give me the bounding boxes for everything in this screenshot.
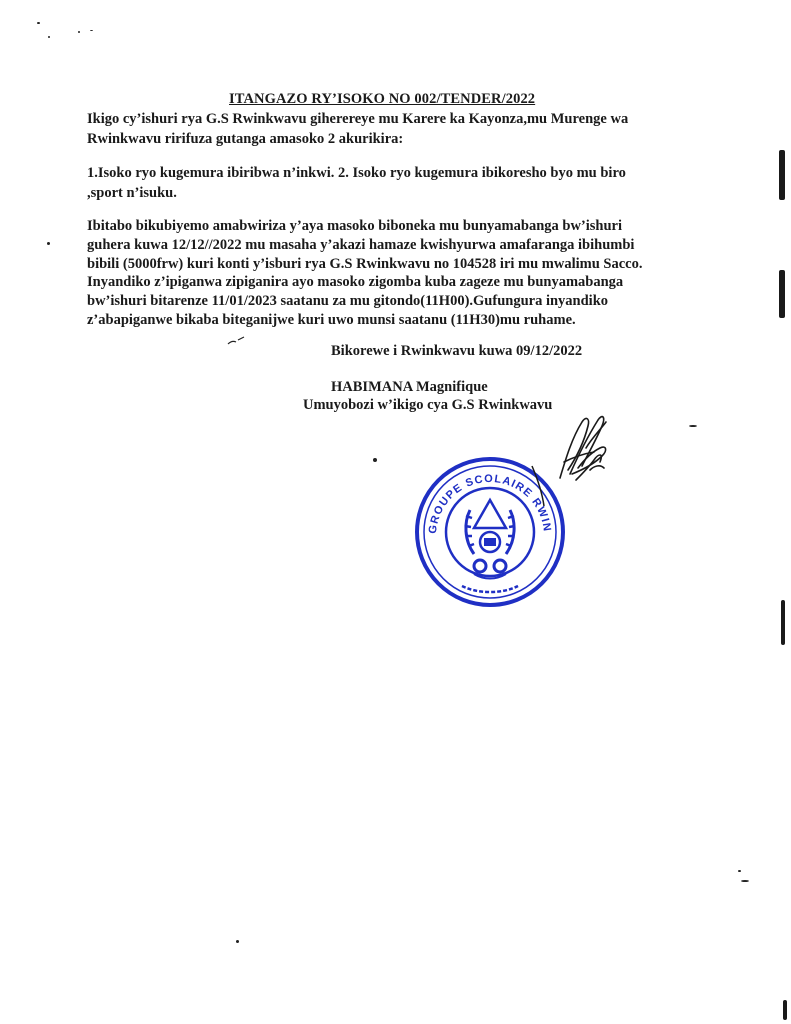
- intro-line: Rwinkwavu ririfuza gutanga amasoko 2 akurikira:: [87, 131, 404, 147]
- intro-line: Ikigo cy’ishuri rya G.S Rwinkwavu giherereye mu Karere ka Kayonza,mu Murenge wa: [87, 111, 629, 127]
- scan-edge-mark: [779, 270, 785, 318]
- signatory-role: Umuyobozi w’ikigo cya G.S Rwinkwavu: [303, 397, 553, 413]
- scan-speck: [738, 870, 741, 872]
- scan-speck: [741, 880, 749, 882]
- body-line: Inyandiko z’ipiganwa zipiganira ayo masoko zigomba kuba zageze mu bunyamabanga: [87, 274, 624, 290]
- scan-edge-mark: [779, 150, 785, 200]
- body-line: Ibitabo bikubiyemo amabwiriza y’aya masoko biboneka mu bunyamabanga bw’ishuri: [87, 218, 623, 234]
- scan-speck: [689, 425, 697, 427]
- scan-speck: [236, 940, 239, 943]
- scan-speck: [90, 30, 93, 31]
- signatory-name: HABIMANA Magnifique: [331, 379, 488, 395]
- school-stamp: [408, 447, 566, 608]
- items-line: ,sport n’isuku.: [87, 185, 177, 201]
- items-line: 1.Isoko ryo kugemura ibiribwa n’inkwi. 2. Isoko ryo kugemura ibikoresho byo mu biro: [87, 165, 626, 181]
- body-line: bibili (5000frw) kuri konti y’isburi rya G.S Rwinkwavu no 104528 iri mu mwalimu Sacco.: [87, 256, 643, 272]
- scan-speck: [48, 36, 50, 38]
- pen-mark: [226, 334, 250, 348]
- scan-edge-mark: [783, 1000, 787, 1020]
- notice-title: ITANGAZO RY’ISOKO NO 002/TENDER/2022: [229, 91, 536, 107]
- scan-speck: [47, 242, 50, 245]
- scan-speck: [78, 31, 80, 33]
- body-line: z’abapiganwe bikaba biteganijwe kuri uwo munsi saatanu (11H30)mu ruhame.: [87, 312, 576, 328]
- body-line: guhera kuwa 12/12//2022 mu masaha y’akazi hamaze kwishyurwa amafaranga ibihumbi: [87, 237, 635, 253]
- body-line: bw’ishuri bitarenze 11/01/2023 saatanu za mu gitondo(11H00).Gufungura inyandiko: [87, 293, 609, 309]
- scan-edge-mark: [781, 600, 785, 645]
- scan-speck: [373, 458, 377, 462]
- scan-speck: [37, 22, 40, 24]
- place-date: Bikorewe i Rwinkwavu kuwa 09/12/2022: [331, 343, 583, 359]
- stamp-text: GROUPE SCOLAIRE RWINKWAVU: [408, 447, 553, 535]
